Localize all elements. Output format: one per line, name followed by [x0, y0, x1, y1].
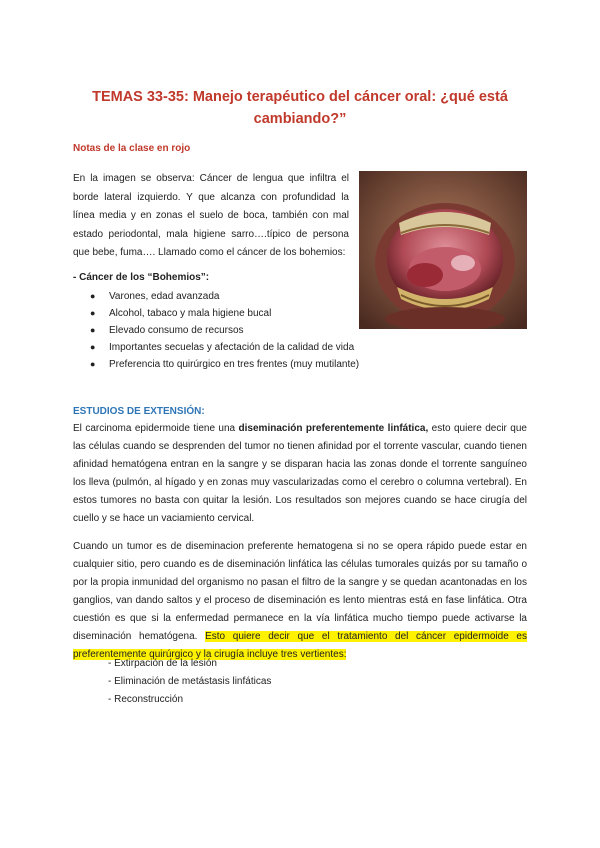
bullet-icon: ● — [90, 325, 96, 335]
p2-highlighted-text: Esto quiere decir que el tratamiento del cáncer epidermoide es preferentemente quirúrgico y la cirugía incluye tres vertientes: — [73, 631, 527, 660]
list-item-text: Varones, edad avanzada — [109, 291, 220, 302]
p1-text-end: esto quiere decir que las células cuando se desprenden del tumor no tienen afinidad por el torrente vascular, cuando tienen afinidad hematógena entran en la sangre y se disparan hacia las zonas donde el torrente sanguíneo los lleva (pulmón, al hígado y en zonas muy vascularizadas como el cerebro o columna vertebral). En estos tumores no basta con quitar la lesión. Los resultados son mejores cuando se hace cirugía del cuello y se hace un vaciamiento cervical. — [73, 423, 527, 524]
extension-heading: ESTUDIOS DE EXTENSIÓN: — [73, 406, 205, 417]
oral-cancer-photo — [359, 171, 527, 329]
list-item-text: Alcohol, tabaco y mala higiene bucal — [109, 308, 272, 319]
mouth-image — [359, 171, 527, 329]
list-item-text: Elevado consumo de recursos — [109, 325, 244, 336]
list-item-text: Importantes secuelas y afectación de la calidad de vida — [109, 342, 355, 353]
list-item — [73, 339, 363, 356]
bullet-icon: ● — [90, 291, 96, 301]
bohemios-heading: - Cáncer de los “Bohemios”: — [73, 272, 210, 283]
list-item — [73, 305, 363, 322]
list-item: - Eliminación de metástasis linfáticas — [108, 676, 272, 687]
bullet-icon: ● — [90, 342, 96, 352]
p1-text-start: El carcinoma epidermoide tiene una — [73, 423, 239, 434]
treatment-list — [108, 655, 271, 709]
p1-bold-text: diseminación preferentemente linfática, — [238, 423, 429, 434]
extension-paragraph-2 — [73, 538, 527, 664]
list-item: - Extirpación de la lesión — [108, 658, 217, 669]
intro-paragraph: En la imagen se observa: Cáncer de lengua que infiltra el borde lateral izquierdo. Y que alcanza con profundidad la línea media y en zonas el suelo de boca, también con mal estado periodontal, mala higiene sarro….típico de persona que bebe, fuma…. Llamado como el cáncer de los bohemios: — [73, 173, 349, 258]
list-item — [73, 288, 363, 305]
bohemios-list — [73, 288, 363, 373]
list-item-text: Preferencia tto quirúrgico en tres frentes (muy mutilante) — [109, 359, 360, 370]
bullet-icon: ● — [90, 359, 96, 369]
page-title: TEMAS 33-35: Manejo terapéutico del cáncer oral: ¿qué está cambiando?” — [92, 89, 508, 127]
list-item: - Reconstrucción — [108, 694, 184, 705]
notes-label: Notas de la clase en rojo — [73, 143, 191, 154]
p2-text: Cuando un tumor es de diseminacion preferente hematogena si no se opera rápido puede estar en cualquier sitio, pero cuando es de diseminación linfática las células tumorales quizás por su tamaño o por la propia inmunidad del organismo no pasan el filtro de la sangre y se quedan acantonadas en los ganglios, van dando saltos y el proceso de diseminación es lento mientras está en fase linfática. Otra cuestión es que si la enfermedad permanece en la vía linfática mucho tiempo puede activarse la diseminación hematógena. — [73, 541, 527, 642]
list-item — [73, 322, 363, 339]
list-item — [73, 356, 363, 373]
extension-paragraph-1 — [73, 420, 527, 528]
bullet-icon: ● — [90, 308, 96, 318]
